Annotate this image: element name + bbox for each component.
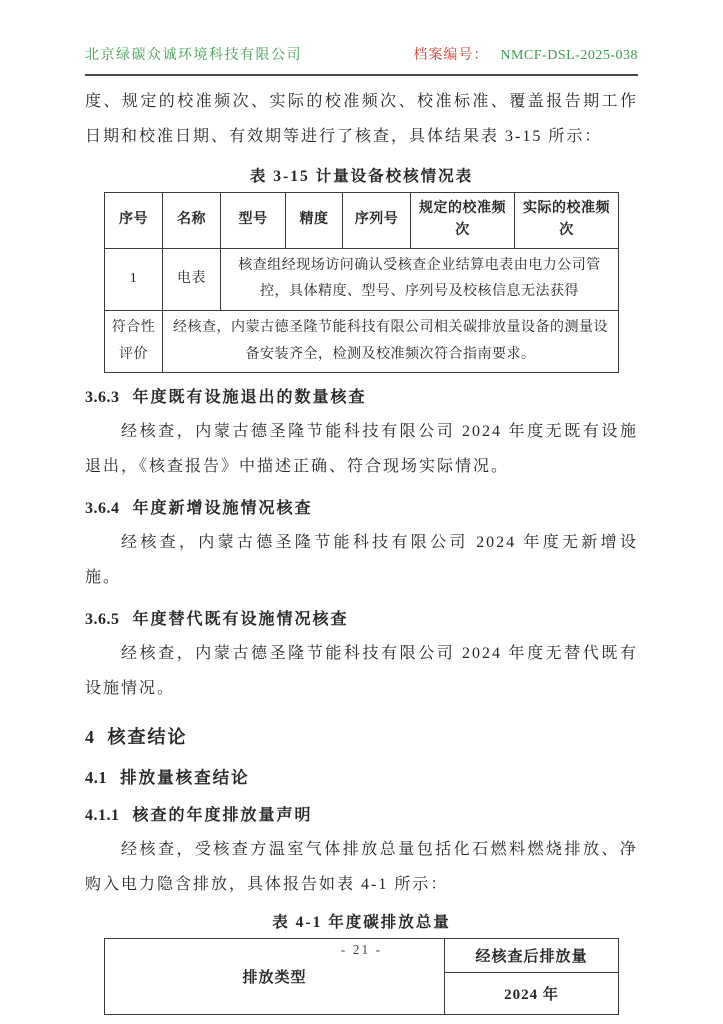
section-number: 4 — [85, 726, 95, 747]
section-heading-3-6-5 — [85, 608, 638, 633]
emission-type-header-cell: 排放类型 — [105, 939, 445, 1015]
page-number: - 21 - — [340, 942, 383, 957]
conformity-label-cell: 符合性评价 — [105, 310, 163, 372]
section-heading-4 — [85, 723, 638, 752]
paragraph-calibration-continued: 度、规定的校准频次、实际的校准频次、校准标准、覆盖报告期工作日期和校准日期、有效期等进行了核查，具体结果表 3-15 所示： — [85, 92, 638, 145]
device-note-cell: 核查组经现场访问确认受核查企业结算电表由电力公司管控，具体精度、型号、序列号及校核信息无法获得 — [221, 248, 619, 310]
table-4-1-caption: 表 4-1 年度碳排放总量 — [272, 914, 451, 932]
table-3-15-caption: 表 3-15 计量设备校核情况表 — [249, 167, 474, 185]
paragraph-3-6-3: 经核查，内蒙古德圣隆节能科技有限公司 2024 年度无既有设施退出，《核查报告》中描述正确、符合现场实际情况。 — [85, 422, 638, 476]
header-archive — [413, 46, 638, 66]
device-name-cell: 电表 — [163, 248, 221, 310]
verified-emission-header-cell: 经核查后排放量 — [445, 939, 619, 973]
header-company-name: 北京绿碳众诚环境科技有限公司 — [85, 48, 302, 63]
archive-number-label: 档案编号： — [413, 48, 489, 63]
column-header-name: 名称 — [163, 192, 221, 248]
paragraph-3-6-5: 经核查，内蒙古德圣隆节能科技有限公司 2024 年度无替代既有设施情况。 — [85, 645, 638, 698]
section-title: 核查的年度排放量声明 — [132, 807, 313, 824]
section-number: 3.6.4 — [85, 500, 120, 518]
table-row — [105, 248, 619, 310]
section-number: 4.1.1 — [85, 807, 120, 824]
section-title: 年度新增设施情况核查 — [132, 500, 313, 518]
column-header-seq: 序号 — [105, 192, 163, 248]
table-3-15 — [104, 192, 619, 373]
section-heading-3-6-3 — [85, 386, 638, 411]
section-number: 4.1 — [85, 768, 108, 788]
table-row — [105, 310, 619, 372]
section-heading-4-1-1 — [85, 804, 638, 829]
device-seq-cell: 1 — [105, 248, 163, 310]
section-title: 年度既有设施退出的数量核查 — [132, 389, 367, 407]
section-heading-3-6-4 — [85, 497, 638, 522]
column-header-serial: 序列号 — [343, 192, 411, 248]
column-header-model: 型号 — [221, 192, 286, 248]
paragraph-3-6-4: 经核查，内蒙古德圣隆节能科技有限公司 2024 年度无新增设施。 — [85, 534, 638, 587]
paragraph-4-1-1: 经核查，受核查方温室气体排放总量包括化石燃料燃烧排放、净购入电力隐含排放，具体报告如表 4-1 所示： — [85, 840, 638, 893]
conformity-note-cell: 经核查，内蒙古德圣隆节能科技有限公司相关碳排放量设备的测量设备安装齐全，检测及校准频次符合指南要求。 — [163, 310, 619, 372]
section-number: 3.6.3 — [85, 389, 120, 407]
section-number: 3.6.5 — [85, 611, 120, 629]
section-title: 核查结论 — [107, 726, 188, 747]
page-header — [85, 46, 638, 76]
column-header-actual-frequency: 实际的校准频次 — [515, 192, 619, 248]
section-title: 年度替代既有设施情况核查 — [132, 611, 349, 629]
archive-number: NMCF-DSL-2025-038 — [500, 48, 638, 63]
section-title: 排放量核查结论 — [120, 768, 250, 788]
column-header-required-frequency: 规定的校准频次 — [411, 192, 515, 248]
section-heading-4-1 — [85, 765, 638, 791]
column-header-precision: 精度 — [286, 192, 343, 248]
table-row — [105, 192, 619, 248]
year-2024-cell: 2024 年 — [445, 973, 619, 1015]
